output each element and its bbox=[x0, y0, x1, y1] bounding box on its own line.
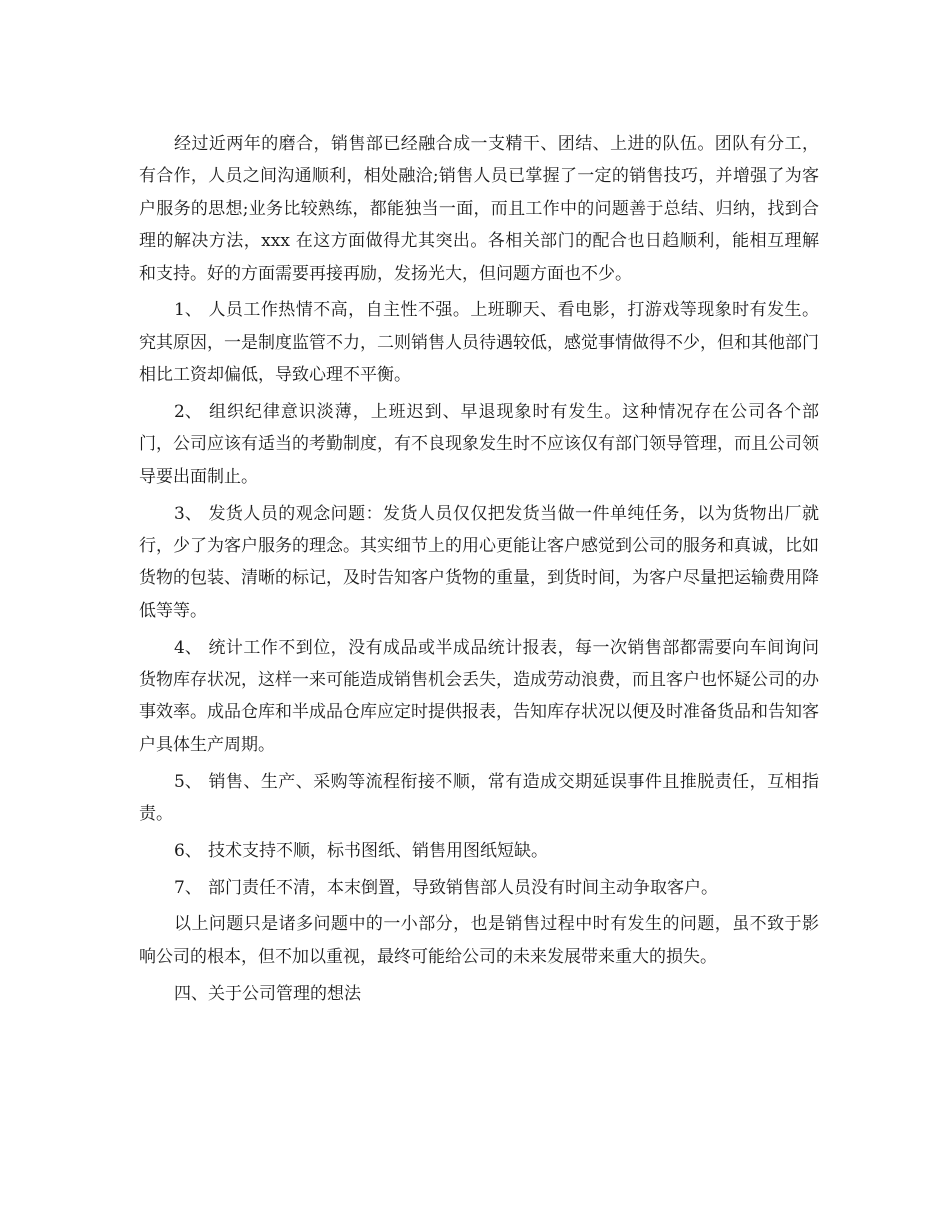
list-item bbox=[139, 766, 819, 831]
list-item-number: 5、 bbox=[174, 771, 202, 792]
list-item-text: 人员工作热情不高，自主性不强。上班聊天、看电影，打游戏等现象时有发生。究其原因，一是制度监管不力，二则销售人员待遇较低，感觉事情做得不少，但和其他部门相比工资却偏低，导致心理不平衡。 bbox=[139, 300, 819, 386]
list-item-number: 6、 bbox=[174, 840, 202, 861]
list-item-number: 7、 bbox=[174, 877, 202, 898]
list-item-text: 组织纪律意识淡薄，上班迟到、早退现象时有发生。这种情况存在公司各个部门，公司应该有适当的考勤制度，有不良现象发生时不应该仅有部门领导管理，而且公司领导要出面制止。 bbox=[139, 402, 819, 487]
list-item-text: 销售、生产、采购等流程衔接不顺，常有造成交期延误事件且推脱责任，互相指责。 bbox=[139, 771, 819, 825]
list-item bbox=[139, 872, 819, 904]
section-heading: 四、关于公司管理的想法 bbox=[174, 983, 361, 1004]
list-item-text: 部门责任不清，本末倒置，导致销售部人员没有时间主动争取客户。 bbox=[208, 877, 718, 898]
list-item bbox=[139, 835, 819, 867]
list-item-number: 3、 bbox=[174, 503, 202, 524]
list-item-text: 统计工作不到位，没有成品或半成品统计报表，每一次销售部都需要向车间询问货物库存状况，这样一来可能造成销售机会丢失，造成劳动浪费，而且客户也怀疑公司的办事效率。成品仓库和半成品仓库应定时提供报表，告知库存状况以便及时准备货品和告知客户具体生产周期。 bbox=[139, 637, 819, 755]
list-item bbox=[139, 396, 819, 493]
list-item-number: 1、 bbox=[174, 300, 202, 321]
conclusion-paragraph: 以上问题只是诸多问题中的一小部分，也是销售过程中时有发生的问题，虽不致于影响公司的根本，但不加以重视，最终可能给公司的未来发展带来重大的损失。 bbox=[139, 914, 819, 967]
list-item-text: 技术支持不顺，标书图纸、销售用图纸短缺。 bbox=[208, 840, 548, 861]
list-item bbox=[139, 498, 819, 628]
list-item bbox=[139, 632, 819, 762]
list-item-number: 4、 bbox=[174, 637, 202, 658]
list-item bbox=[139, 294, 819, 391]
list-item-text: 发货人员的观念问题：发货人员仅仅把发货当做一件单纯任务，以为货物出厂就行，少了为客户服务的理念。其实细节上的用心更能让客户感觉到公司的服务和真诚，比如货物的包装、清晰的标记，及时告知客户货物的重量，到货时间，为客户尽量把运输费用降低等等。 bbox=[139, 503, 819, 621]
intro-paragraph: 经过近两年的磨合，销售部已经融合成一支精干、团结、上进的队伍。团队有分工，有合作，人员之间沟通顺利，相处融洽;销售人员已掌握了一定的销售技巧，并增强了为客户服务的思想;业务比较熟练，都能独当一面，而且工作中的问题善于总结、归纳，找到合理的解决方法，xxx 在这方面做得尤其突出。各相关部门的配合也日趋顺利，能相互理解和支持。好的方面需要再接再励，发扬光大，但问题方面也不少。 bbox=[139, 134, 819, 284]
list-item-number: 2、 bbox=[174, 402, 202, 423]
document-body bbox=[139, 128, 819, 1014]
